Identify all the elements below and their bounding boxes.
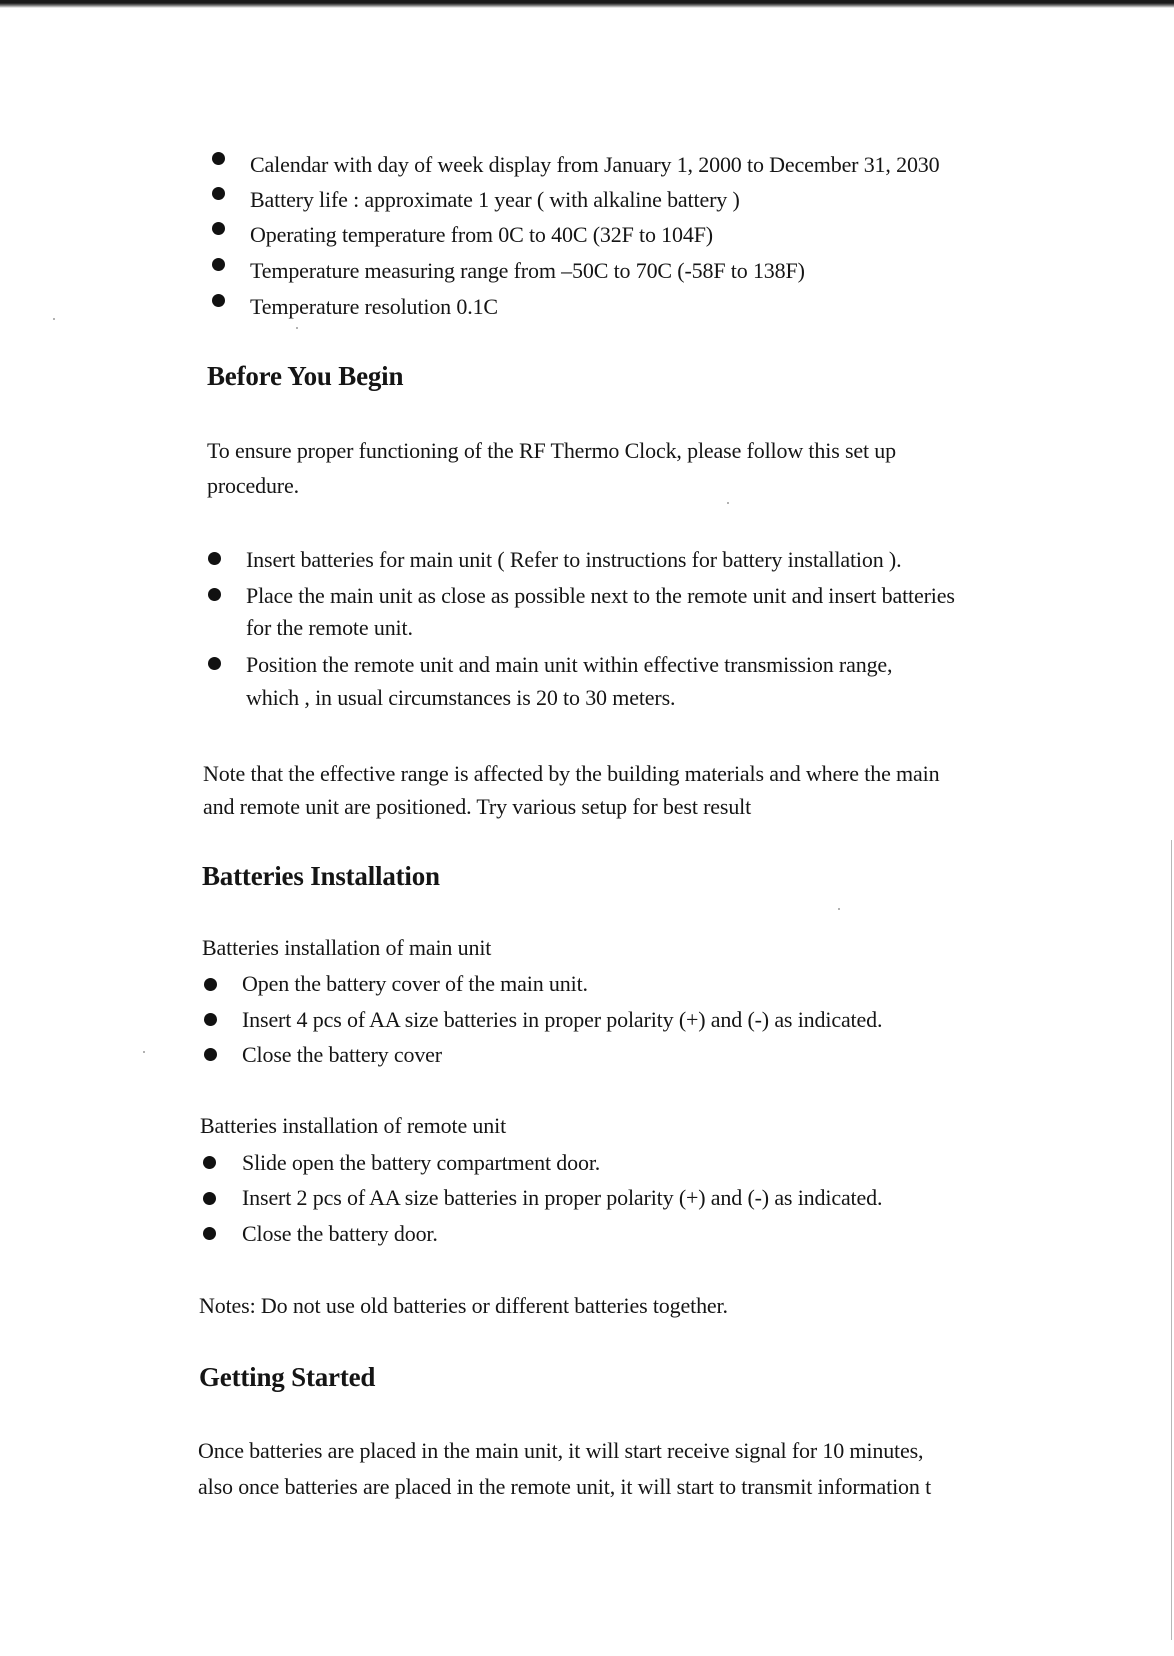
section-heading: Before You Begin bbox=[207, 361, 404, 391]
bullet-icon bbox=[212, 294, 225, 307]
bullet-icon bbox=[212, 258, 225, 271]
feature-item: Temperature measuring range from –50C to 70C (-58F to 138F) bbox=[250, 258, 805, 283]
bullet-icon bbox=[208, 552, 221, 565]
body-text-line: also once batteries are placed in the remote unit, it will start to transmit information t bbox=[198, 1474, 932, 1499]
intro-text-line: procedure. bbox=[207, 473, 299, 498]
bullet-icon bbox=[204, 1048, 217, 1061]
scan-speck bbox=[143, 1051, 145, 1053]
scan-speck bbox=[727, 502, 729, 504]
battery-notes: Notes: Do not use old batteries or different batteries together. bbox=[199, 1293, 728, 1318]
note-text-line: and remote unit are positioned. Try various setup for best result bbox=[203, 794, 752, 819]
subsection-label: Batteries installation of main unit bbox=[202, 935, 492, 960]
install-step: Open the battery cover of the main unit. bbox=[242, 971, 588, 996]
bullet-icon bbox=[212, 187, 225, 200]
bullet-icon bbox=[204, 978, 217, 991]
feature-item: Temperature resolution 0.1C bbox=[250, 294, 498, 319]
body-text-line: Once batteries are placed in the main unit, it will start receive signal for 10 minutes, bbox=[198, 1438, 924, 1463]
bullet-icon bbox=[203, 1192, 216, 1205]
scan-speck bbox=[53, 318, 55, 320]
feature-item: Battery life : approximate 1 year ( with alkaline battery ) bbox=[250, 187, 740, 212]
install-step: Slide open the battery compartment door. bbox=[242, 1150, 601, 1175]
bullet-icon bbox=[208, 588, 221, 601]
feature-item: Calendar with day of week display from January 1, 2000 to December 31, 2030 bbox=[250, 152, 940, 177]
bullet-icon bbox=[204, 1013, 217, 1026]
scan-top-edge bbox=[0, 0, 1174, 8]
intro-text-line: To ensure proper functioning of the RF Thermo Clock, please follow this set up bbox=[207, 438, 897, 463]
section-heading: Getting Started bbox=[199, 1362, 376, 1392]
scan-speck bbox=[296, 327, 298, 329]
setup-step: Insert batteries for main unit ( Refer to instructions for battery installation ). bbox=[246, 547, 902, 572]
subsection-label: Batteries installation of remote unit bbox=[200, 1113, 507, 1138]
feature-item: Operating temperature from 0C to 40C (32F to 104F) bbox=[250, 222, 713, 247]
bullet-icon bbox=[212, 222, 225, 235]
scan-speck bbox=[838, 908, 840, 910]
setup-step: Position the remote unit and main unit within effective transmission range, bbox=[246, 652, 893, 677]
install-step: Close the battery cover bbox=[242, 1042, 442, 1067]
bullet-icon bbox=[208, 657, 221, 670]
bullet-icon bbox=[212, 152, 225, 165]
install-step: Insert 2 pcs of AA size batteries in proper polarity (+) and (-) as indicated. bbox=[242, 1185, 883, 1210]
install-step: Insert 4 pcs of AA size batteries in proper polarity (+) and (-) as indicated. bbox=[242, 1007, 883, 1032]
scan-right-edge bbox=[1171, 840, 1172, 1640]
section-heading: Batteries Installation bbox=[202, 861, 440, 891]
bullet-icon bbox=[203, 1156, 216, 1169]
setup-step: Place the main unit as close as possible next to the remote unit and insert batteries bbox=[246, 583, 955, 608]
bullet-icon bbox=[203, 1227, 216, 1240]
note-text-line: Note that the effective range is affected by the building materials and where the main bbox=[203, 761, 940, 786]
install-step: Close the battery door. bbox=[242, 1221, 438, 1246]
setup-step-continued: for the remote unit. bbox=[246, 615, 413, 640]
setup-step-continued: which , in usual circumstances is 20 to 30 meters. bbox=[246, 685, 676, 710]
